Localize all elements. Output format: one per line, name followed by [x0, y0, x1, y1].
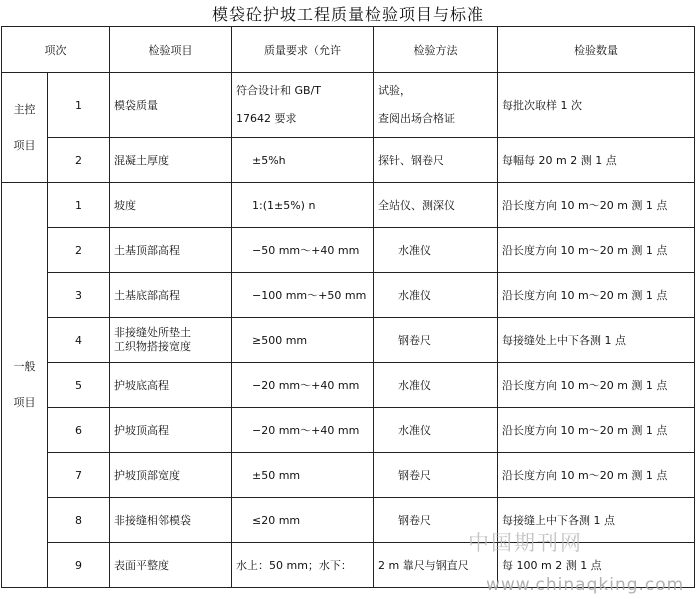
row-no: 5 [48, 363, 110, 408]
row-quantity: 沿长度方向 10 m～20 m 测 1 点 [498, 453, 695, 498]
row-item: 护坡顶高程 [110, 408, 232, 453]
row-requirement: ≥500 mm [232, 318, 374, 363]
row-item: 土基底部高程 [110, 273, 232, 318]
page-title: 模袋砼护坡工程质量检验项目与标准 [211, 5, 484, 24]
header-item-no: 项次 [2, 27, 110, 73]
row-quantity: 每幅每 20 m 2 测 1 点 [498, 138, 695, 183]
table-row [2, 183, 695, 228]
row-quantity: 每接缝上中下各测 1 点 [498, 498, 695, 543]
row-requirement: ±50 mm [232, 453, 374, 498]
row-requirement: 水上：50 mm；水下： [232, 543, 374, 588]
row-no: 8 [48, 498, 110, 543]
header-requirement: 质量要求（允许 [232, 27, 374, 73]
row-quantity: 沿长度方向 10 m～20 m 测 1 点 [498, 273, 695, 318]
row-item: 坡度 [110, 183, 232, 228]
row-quantity: 沿长度方向 10 m～20 m 测 1 点 [498, 228, 695, 273]
row-requirement: 符合设计和 GB/T 17642 要求 [232, 73, 374, 138]
table-header-row [2, 27, 695, 73]
row-requirement: 1:(1±5%) n [232, 183, 374, 228]
row-no: 1 [48, 183, 110, 228]
table-row [2, 138, 695, 183]
row-no: 3 [48, 273, 110, 318]
row-item: 护坡顶部宽度 [110, 453, 232, 498]
row-method: 钢卷尺 [374, 453, 498, 498]
table-row [2, 453, 695, 498]
row-requirement: ±5%h [232, 138, 374, 183]
row-quantity: 沿长度方向 10 m～20 m 测 1 点 [498, 408, 695, 453]
row-method: 水准仪 [374, 363, 498, 408]
row-method: 水准仪 [374, 273, 498, 318]
row-item: 非接缝相邻模袋 [110, 498, 232, 543]
table-row [2, 363, 695, 408]
table-row [2, 408, 695, 453]
row-requirement: −100 mm～+50 mm [232, 273, 374, 318]
row-no: 2 [48, 138, 110, 183]
header-check-item: 检验项目 [110, 27, 232, 73]
row-no: 6 [48, 408, 110, 453]
row-item: 表面平整度 [110, 543, 232, 588]
table-row [2, 498, 695, 543]
row-item: 模袋质量 [110, 73, 232, 138]
header-method: 检验方法 [374, 27, 498, 73]
row-method: 探针、钢卷尺 [374, 138, 498, 183]
row-quantity: 沿长度方向 10 m～20 m 测 1 点 [498, 363, 695, 408]
row-requirement: −20 mm～+40 mm [232, 408, 374, 453]
row-no: 4 [48, 318, 110, 363]
row-requirement: −50 mm～+40 mm [232, 228, 374, 273]
header-quantity: 检验数量 [498, 27, 695, 73]
quality-table [1, 26, 695, 588]
row-method: 水准仪 [374, 228, 498, 273]
row-item: 土基顶部高程 [110, 228, 232, 273]
table-row [2, 73, 695, 138]
table-row [2, 273, 695, 318]
row-item: 混凝土厚度 [110, 138, 232, 183]
row-method: 试验， 查阅出场合格证 [374, 73, 498, 138]
row-quantity: 沿长度方向 10 m～20 m 测 1 点 [498, 183, 695, 228]
table-row [2, 228, 695, 273]
row-method: 钢卷尺 [374, 498, 498, 543]
row-no: 7 [48, 453, 110, 498]
row-no: 9 [48, 543, 110, 588]
row-requirement: ≤20 mm [232, 498, 374, 543]
row-item: 护坡底高程 [110, 363, 232, 408]
group-general-label: 一般 项目 [2, 183, 48, 588]
row-requirement: −20 mm～+40 mm [232, 363, 374, 408]
row-quantity: 每批次取样 1 次 [498, 73, 695, 138]
watermark-cn: 中国期刊网 [468, 531, 583, 555]
row-quantity: 每 100 m 2 测 1 点 [498, 543, 695, 588]
row-method: 2 m 靠尺与钢直尺 [374, 543, 498, 588]
row-quantity: 每接缝处上中下各测 1 点 [498, 318, 695, 363]
row-no: 1 [48, 73, 110, 138]
row-method: 全站仪、测深仪 [374, 183, 498, 228]
row-method: 钢卷尺 [374, 318, 498, 363]
watermark-url: www.chinaqking.com [486, 575, 685, 595]
row-item: 非接缝处所垫土 工织物搭接宽度 [110, 318, 232, 363]
table-row [2, 318, 695, 363]
row-no: 2 [48, 228, 110, 273]
row-method: 水准仪 [374, 408, 498, 453]
group-main-label: 主控 项目 [2, 73, 48, 183]
